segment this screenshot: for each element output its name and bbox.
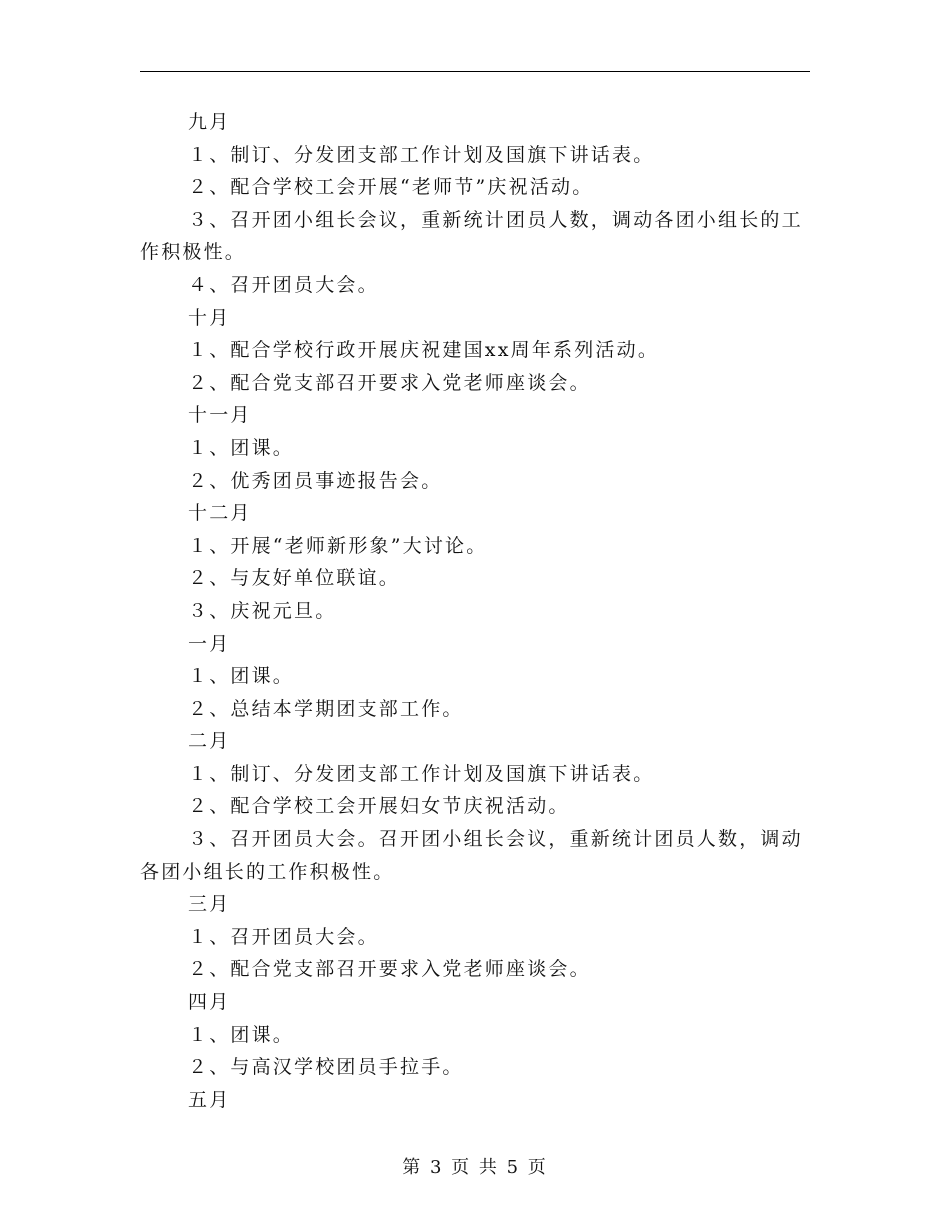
list-item: ２、配合学校工会开展妇女节庆祝活动。	[188, 795, 570, 818]
list-item: ２、与友好单位联谊。	[188, 567, 401, 590]
list-item: １、团课。	[188, 665, 295, 688]
list-item: １、制订、分发团支部工作计划及国旗下讲话表。	[188, 143, 655, 166]
list-item: ３、召开团小组长会议，重新统计团员人数，调动各团小组长的工作积极性。	[140, 208, 803, 264]
list-item: １、召开团员大会。	[188, 925, 379, 948]
list-item: １、制订、分发团支部工作计划及国旗下讲话表。	[188, 762, 655, 785]
month-heading: 四月	[188, 991, 231, 1014]
month-heading: 三月	[188, 893, 231, 916]
month-heading: 十月	[188, 306, 231, 329]
list-item: ２、配合学校工会开展“老师节”庆祝活动。	[188, 176, 594, 199]
month-heading: 五月	[188, 1088, 231, 1111]
month-heading: 一月	[188, 632, 231, 655]
list-item: ２、优秀团员事迹报告会。	[188, 469, 443, 492]
header-rule	[140, 71, 810, 72]
list-item: ４、召开团员大会。	[188, 273, 379, 296]
month-heading: 十一月	[188, 404, 252, 427]
list-item: ３、庆祝元旦。	[188, 599, 337, 622]
document-body	[140, 106, 805, 1116]
list-item: ２、与高汉学校团员手拉手。	[188, 1056, 464, 1079]
list-item: ２、配合党支部召开要求入党老师座谈会。	[188, 958, 591, 981]
page-number: 第 3 页 共 5 页	[402, 1157, 548, 1178]
list-item: ２、配合党支部召开要求入党老师座谈会。	[188, 371, 591, 394]
month-heading: 九月	[188, 111, 231, 133]
month-heading: 二月	[188, 730, 231, 753]
list-item: ２、总结本学期团支部工作。	[188, 697, 464, 720]
list-item: １、开展“老师新形象”大讨论。	[188, 534, 488, 557]
list-item: ３、召开团员大会。召开团小组长会议，重新统计团员人数，调动各团小组长的工作积极性。	[140, 828, 803, 883]
month-heading: 十二月	[188, 502, 252, 525]
list-item: １、配合学校行政开展庆祝建国xx周年系列活动。	[188, 339, 660, 362]
list-item: １、团课。	[188, 436, 295, 459]
list-item: １、团课。	[188, 1023, 295, 1046]
